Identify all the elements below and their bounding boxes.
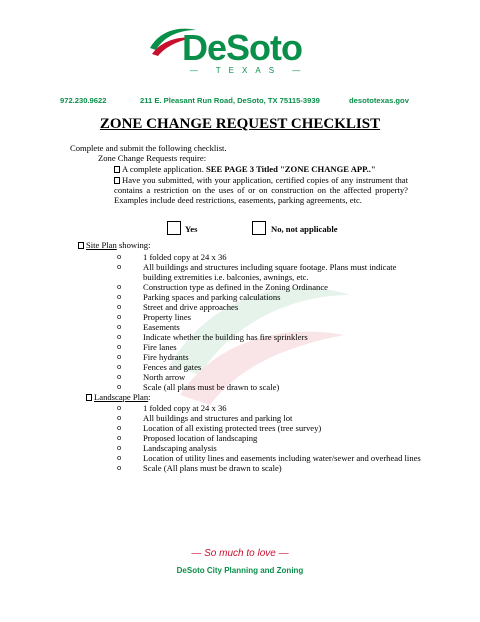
list-item: o Property lines — [117, 312, 191, 322]
bullet-icon: o — [117, 362, 122, 371]
list-item: o Indicate whether the building has fire sprinklers — [117, 332, 308, 342]
checkbox-application[interactable] — [114, 166, 120, 173]
landscape-plan-heading: Landscape Plan: — [86, 392, 151, 402]
list-item: o North arrow — [117, 372, 186, 382]
desoto-logo — [146, 22, 346, 88]
bullet-icon: o — [117, 453, 122, 462]
bullet-icon: o — [117, 423, 122, 432]
bullet-icon: o — [117, 302, 122, 311]
not-applicable-label: No, not applicable — [271, 224, 338, 234]
brand-state: — TEXAS — — [189, 66, 309, 75]
list-item: o Location of all existing protected trees (tree survey) — [117, 423, 322, 433]
contact-phone: 972.230.9622 — [60, 96, 107, 105]
contact-website[interactable]: desototexas.gov — [349, 96, 409, 105]
list-item: o Construction type as defined in the Zoning Ordinance — [117, 282, 328, 292]
bullet-icon: o — [117, 403, 122, 412]
list-item: o Location of utility lines and easements including water/sewer and overhead lines — [117, 453, 421, 463]
list-item: o All buildings and structures and parking lot — [117, 413, 293, 423]
bullet-icon: o — [117, 282, 122, 291]
bullet-icon: o — [117, 292, 122, 301]
bullet-icon: o — [117, 322, 122, 331]
footer-tagline: — So much to love — — [191, 548, 289, 559]
list-item: o Street and drive approaches — [117, 302, 239, 312]
bullet-icon: o — [117, 372, 122, 381]
bullet-icon: o — [117, 463, 122, 472]
list-item: o 1 folded copy at 24 x 36 — [117, 252, 227, 262]
landscape-plan-list — [117, 403, 453, 473]
site-plan-heading: Site Plan showing: — [78, 240, 150, 250]
list-item: o 1 folded copy at 24 x 36 — [117, 403, 227, 413]
restriction-item: Have you submitted, with your application, certified copies of any instrument that contains a restriction on the uses of or on construction on the affected property? Examples include deed restrictions, easements, parking agreements, etc. — [114, 175, 408, 205]
contact-bar — [0, 96, 480, 108]
contact-address: 211 E. Pleasant Run Road, DeSoto, TX 75115-3939 — [140, 96, 320, 105]
bullet-icon: o — [117, 413, 122, 422]
bullet-icon: o — [117, 433, 122, 442]
application-item: A complete application. SEE PAGE 3 Titled "ZONE CHANGE APP.." — [114, 164, 376, 174]
list-item: o Landscaping analysis — [117, 443, 217, 453]
bullet-icon: o — [117, 443, 122, 452]
brand-name: DeSoto — [182, 27, 302, 68]
list-item: o Scale (all plans must be drawn to scale) — [117, 382, 280, 392]
list-item: o Easements — [117, 322, 180, 332]
bullet-icon: o — [117, 252, 122, 261]
bullet-icon: o — [117, 332, 122, 341]
yes-checkbox[interactable] — [167, 221, 181, 235]
checkbox-restriction[interactable] — [114, 177, 120, 184]
bullet-icon: o — [117, 312, 122, 321]
site-plan-list — [117, 252, 415, 392]
bullet-icon: o — [117, 382, 122, 391]
checkbox-site-plan[interactable] — [78, 242, 84, 249]
not-applicable-checkbox[interactable] — [252, 221, 266, 235]
intro-text: Complete and submit the following checklist. — [70, 143, 227, 153]
list-item: o All buildings and structures including square footage. Plans must indicate building extremities i.e. balconies, awnings, etc. — [117, 262, 397, 282]
list-item: o Fire hydrants — [117, 352, 189, 362]
yes-label: Yes — [185, 224, 198, 234]
bullet-icon: o — [117, 262, 122, 271]
bullet-icon: o — [117, 342, 122, 351]
footer-department: DeSoto City Planning and Zoning — [176, 566, 304, 575]
list-item: o Proposed location of landscaping — [117, 433, 258, 443]
list-item: o Scale (All plans must be drawn to scale) — [117, 463, 282, 473]
requires-text: Zone Change Requests require: — [98, 153, 207, 163]
list-item: o Fences and gates — [117, 362, 202, 372]
list-item: o Parking spaces and parking calculations — [117, 292, 281, 302]
list-item: o Fire lanes — [117, 342, 177, 352]
checkbox-landscape-plan[interactable] — [86, 394, 92, 401]
bullet-icon: o — [117, 352, 122, 361]
page-title: ZONE CHANGE REQUEST CHECKLIST — [99, 116, 381, 132]
